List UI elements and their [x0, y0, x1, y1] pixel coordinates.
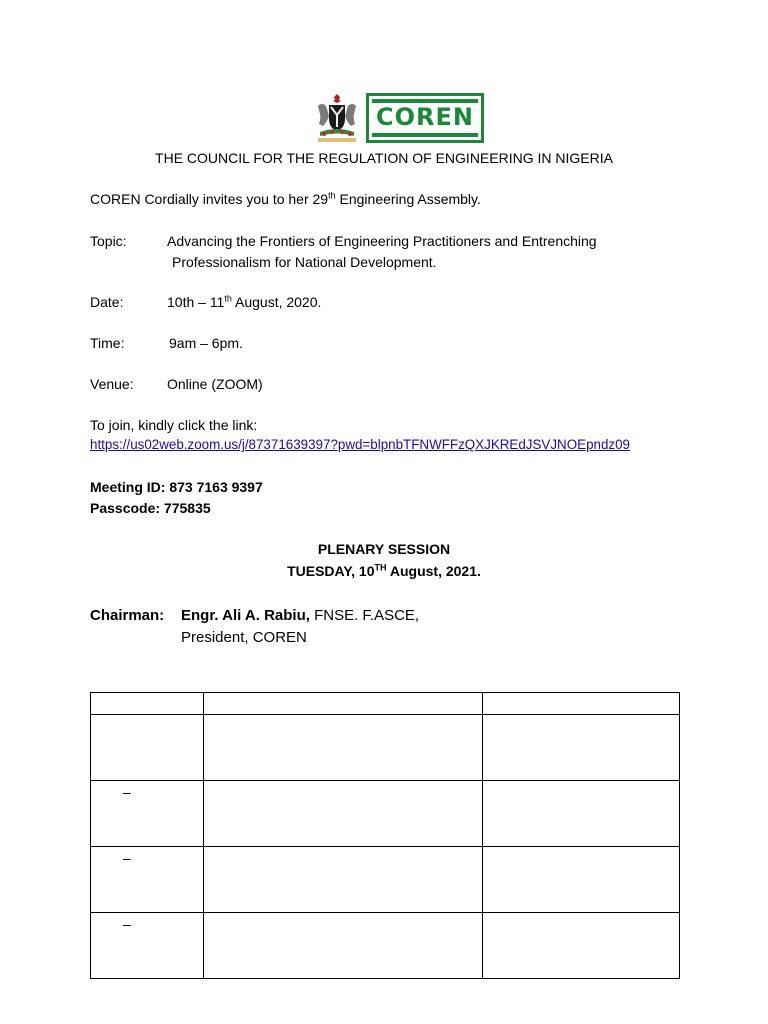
table-row — [91, 781, 680, 847]
table-cell — [483, 781, 680, 847]
table-cell — [91, 693, 204, 715]
topic-line-1: Advancing the Frontiers of Engineering Practitioners and Entrenching — [167, 233, 597, 249]
table-header-row — [91, 693, 680, 715]
topic-label: Topic: — [90, 233, 127, 249]
plenary-session-title: PLENARY SESSION — [317, 541, 451, 557]
table-cell — [483, 715, 680, 781]
date-value: 10th – 11th August, 2020. — [167, 293, 322, 310]
plenary-session-date: TUESDAY, 10TH August, 2021. — [287, 562, 481, 579]
table-cell — [204, 847, 483, 913]
table-cell — [204, 781, 483, 847]
table-cell — [91, 847, 204, 913]
table-cell — [483, 913, 680, 979]
organization-name: THE COUNCIL FOR THE REGULATION OF ENGINEERING IN NIGERIA — [155, 150, 613, 166]
table-row — [91, 913, 680, 979]
coren-logo: COREN — [366, 93, 484, 143]
chairman-title: President, COREN — [181, 629, 307, 646]
venue-label: Venue: — [90, 376, 134, 392]
table-cell — [91, 715, 204, 781]
chairman-label: Chairman: — [90, 607, 165, 624]
join-instruction: To join, kindly click the link: — [90, 417, 258, 433]
logo-area — [314, 90, 489, 146]
topic-line-2: Professionalism for National Development. — [172, 254, 437, 270]
table-row — [91, 847, 680, 913]
time-label: Time: — [90, 335, 125, 351]
table-cell — [483, 847, 680, 913]
table-cell — [204, 715, 483, 781]
programme-table — [90, 692, 680, 979]
table-cell — [483, 693, 680, 715]
table-row — [91, 715, 680, 781]
time-value: 9am – 6pm. — [169, 335, 243, 351]
zoom-meeting-link[interactable]: https://us02web.zoom.us/j/87371639397?pwd=blpnbTFNWFFzQXJKREdJSVJNOEpndz09 — [90, 437, 630, 452]
table-cell — [91, 913, 204, 979]
passcode: Passcode: 775835 — [90, 500, 211, 516]
invitation-text: COREN Cordially invites you to her 29th Engineering Assembly. — [90, 190, 481, 207]
time-dash: – — [123, 850, 131, 866]
date-label: Date: — [90, 294, 124, 310]
coat-of-arms-icon — [314, 92, 360, 144]
meeting-id: Meeting ID: 873 7163 9397 — [90, 479, 263, 495]
time-dash: – — [123, 916, 131, 932]
table-cell — [204, 693, 483, 715]
venue-value: Online (ZOOM) — [167, 376, 263, 392]
table-cell — [204, 913, 483, 979]
time-dash: – — [123, 784, 131, 800]
chairman-name: Engr. Ali A. Rabiu, FNSE. F.ASCE, — [181, 607, 420, 624]
table-cell — [91, 781, 204, 847]
